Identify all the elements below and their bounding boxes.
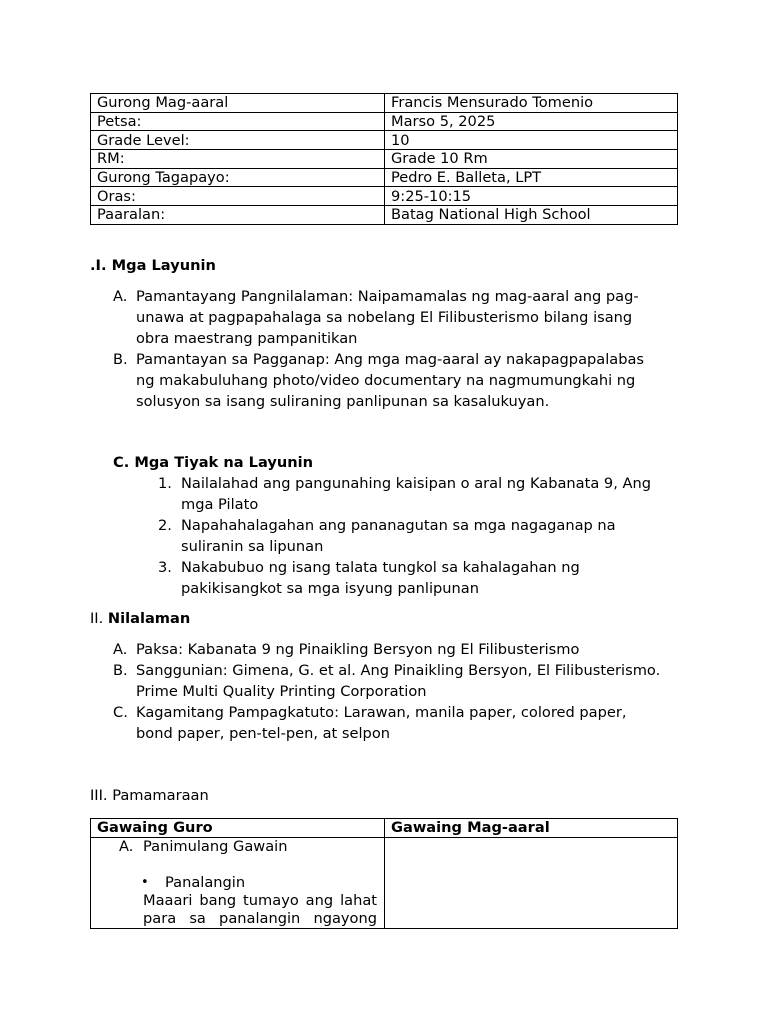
info-row (91, 206, 678, 225)
activity-title: Panimulang Gawain (143, 837, 288, 855)
bullet-text: Panalangin (165, 873, 246, 891)
info-row (91, 131, 678, 150)
list-text: Paksa: Kabanata 9 ng Pinaikling Bersyon ng El Filibusterismo (136, 641, 580, 658)
info-value: Francis Mensurado Tomenio (385, 94, 678, 113)
list-text: Pamantayan sa Pagganap: Ang mga mag-aaral ay nakapagpapalabas ng makabuluhang photo/video documentary na nagmumungkahi ng solusyon sa isang suliraning panlipunan sa kasalukuyan. (136, 351, 645, 410)
objective-number: 2. (158, 517, 172, 534)
list-marker: B. (113, 662, 128, 679)
info-label: Gurong Mag-aaral (91, 94, 385, 113)
info-label: Grade Level: (91, 131, 385, 150)
objective-text: Nakabubuo ng isang talata tungkol sa kahalagahan ng pakikisangkot sa mga isyung panlipunan (181, 559, 580, 597)
info-row (91, 94, 678, 113)
activity-marker: A. (119, 837, 134, 855)
section-title: Nilalaman (107, 610, 191, 627)
info-value: 10 (385, 131, 678, 150)
table-row (91, 837, 678, 928)
info-value: Batag National High School (385, 206, 678, 225)
objective-number: 1. (158, 475, 172, 492)
section-heading-pamamaraan: III. Pamamaraan (90, 787, 209, 804)
list-text: Sanggunian: Gimena, G. et al. Ang Pinaikling Bersyon, El Filibusterismo. Prime Multi Quality Printing Corporation (136, 662, 661, 700)
paragraph-line: Maaari bang tumayo ang lahat (143, 891, 377, 909)
info-value: Grade 10 Rm (385, 150, 678, 169)
paragraph-line: para sa panalangin ngayong (143, 909, 377, 927)
student-activity-cell (385, 837, 678, 928)
info-label: Petsa: (91, 112, 385, 131)
info-value: 9:25-10:15 (385, 187, 678, 206)
list-marker: A. (113, 288, 128, 305)
column-header-gawaing-guro: Gawaing Guro (91, 819, 385, 838)
section-number: II. (90, 610, 108, 627)
list-text: Pamantayang Pangnilalaman: Naipamamalas ng mag-aaral ang pag-unawa at pagpapahalaga sa nobelang El Filibusterismo bilang isang obra maestrang pampanitikan (136, 288, 639, 347)
info-value: Marso 5, 2025 (385, 112, 678, 131)
activity-paragraph (143, 892, 377, 928)
info-value: Pedro E. Balleta, LPT (385, 168, 678, 187)
info-row (91, 168, 678, 187)
list-text: Kagamitang Pampagkatuto: Larawan, manila paper, colored paper, bond paper, pen-tel-pen, at selpon (136, 704, 627, 742)
info-row (91, 187, 678, 206)
list-marker: B. (113, 351, 128, 368)
info-label: Oras: (91, 187, 385, 206)
objective-text: Nailalahad ang pangunahing kaisipan o aral ng Kabanata 9, Ang mga Pilato (181, 475, 651, 513)
info-label: Paaralan: (91, 206, 385, 225)
column-header-gawaing-mag-aaral: Gawaing Mag-aaral (385, 819, 678, 838)
procedure-table (90, 818, 678, 929)
info-label: RM: (91, 150, 385, 169)
objective-number: 3. (158, 559, 172, 576)
section-heading-nilalaman (90, 608, 190, 629)
subsection-heading-tiyak-na-layunin: C. Mga Tiyak na Layunin (113, 454, 314, 471)
teacher-activity-cell (91, 837, 385, 928)
list-marker: A. (113, 641, 128, 658)
section-heading-layunin: .I. Mga Layunin (90, 257, 216, 274)
info-row (91, 150, 678, 169)
list-marker: C. (113, 704, 128, 721)
info-row (91, 112, 678, 131)
objective-text: Napahahalagahan ang pananagutan sa mga nagaganap na suliranin sa lipunan (181, 517, 616, 555)
info-label: Gurong Tagapayo: (91, 168, 385, 187)
procedure-table-header (91, 819, 678, 838)
bullet-icon: • (141, 874, 149, 890)
lesson-info-table (90, 93, 678, 225)
